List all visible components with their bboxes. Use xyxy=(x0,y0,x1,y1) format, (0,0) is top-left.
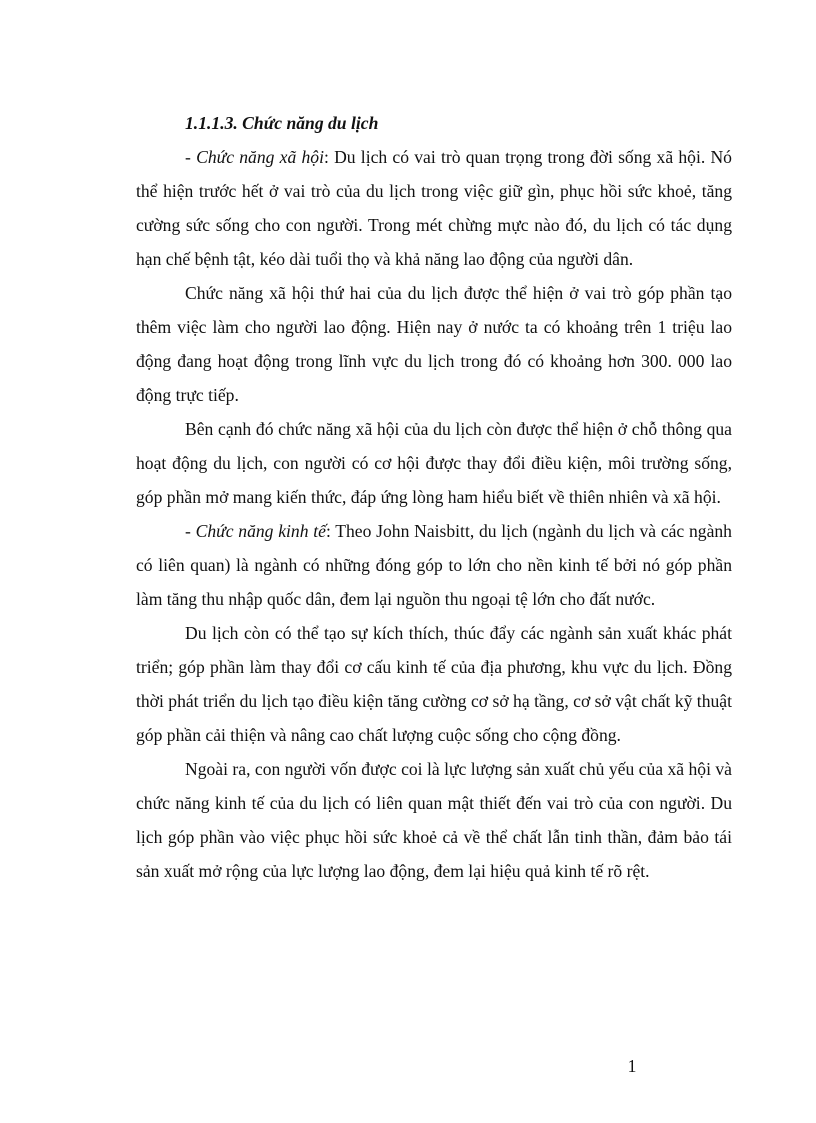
paragraph-social-function xyxy=(136,140,732,276)
page-content xyxy=(136,106,732,888)
paragraph-economic-function xyxy=(136,514,732,616)
page-number: 1 xyxy=(627,1056,637,1076)
paragraph-economic-development: Du lịch còn có thể tạo sự kích thích, thúc đẩy các ngành sản xuất khác phát triển; góp phần làm thay đổi cơ cấu kinh tế của địa phương, khu vực du lịch. Đồng thời phát triển du lịch tạo điều kiện tăng cường cơ sở hạ tầng, cơ sở vật chất kỹ thuật góp phần cải thiện và nâng cao chất lượng cuộc sống cho cộng đồng. xyxy=(136,623,732,745)
paragraph-label: - Chức năng kinh tế xyxy=(185,521,326,541)
paragraph-social-employment: Chức năng xã hội thứ hai của du lịch được thể hiện ở vai trò góp phần tạo thêm việc làm cho người lao động. Hiện nay ở nước ta có khoảng trên 1 triệu lao động đang hoạt động trong lĩnh vực du lịch trong đó có khoảng hơn 300. 000 lao động trực tiếp. xyxy=(136,283,732,405)
section-heading: 1.1.1.3. Chức năng du lịch xyxy=(185,113,379,133)
paragraph-label: - Chức năng xã hội xyxy=(185,147,324,167)
paragraph-text: : Du lịch có vai trò quan trọng trong đời sống xã hội. Nó thể hiện trước hết ở vai trò của du lịch trong việc giữ gìn, phục hồi sức khoẻ, tăng cường sức sống cho con người. Trong mét chừng mực nào đó, du lịch có tác dụng hạn chế bệnh tật, kéo dài tuổi thọ và khả năng lao động của người dân. xyxy=(136,147,732,269)
paragraph-social-knowledge: Bên cạnh đó chức năng xã hội của du lịch còn được thể hiện ở chỗ thông qua hoạt động du lịch, con người có cơ hội được thay đổi điều kiện, môi trường sống, góp phần mở mang kiến thức, đáp ứng lòng ham hiểu biết về thiên nhiên và xã hội. xyxy=(136,419,732,507)
paragraph-economic-labor: Ngoài ra, con người vốn được coi là lực lượng sản xuất chủ yếu của xã hội và chức năng kinh tế của du lịch có liên quan mật thiết đến vai trò của con người. Du lịch góp phần vào việc phục hồi sức khoẻ cả về thể chất lẫn tinh thần, đảm bảo tái sản xuất mở rộng của lực lượng lao động, đem lại hiệu quả kinh tế rõ rệt. xyxy=(136,759,732,881)
paragraph-text: : Theo John Naisbitt, du lịch (ngành du lịch và các ngành có liên quan) là ngành có những đóng góp to lớn cho nền kinh tế bởi nó góp phần làm tăng thu nhập quốc dân, đem lại nguồn thu ngoại tệ lớn cho đất nước. xyxy=(136,521,732,609)
